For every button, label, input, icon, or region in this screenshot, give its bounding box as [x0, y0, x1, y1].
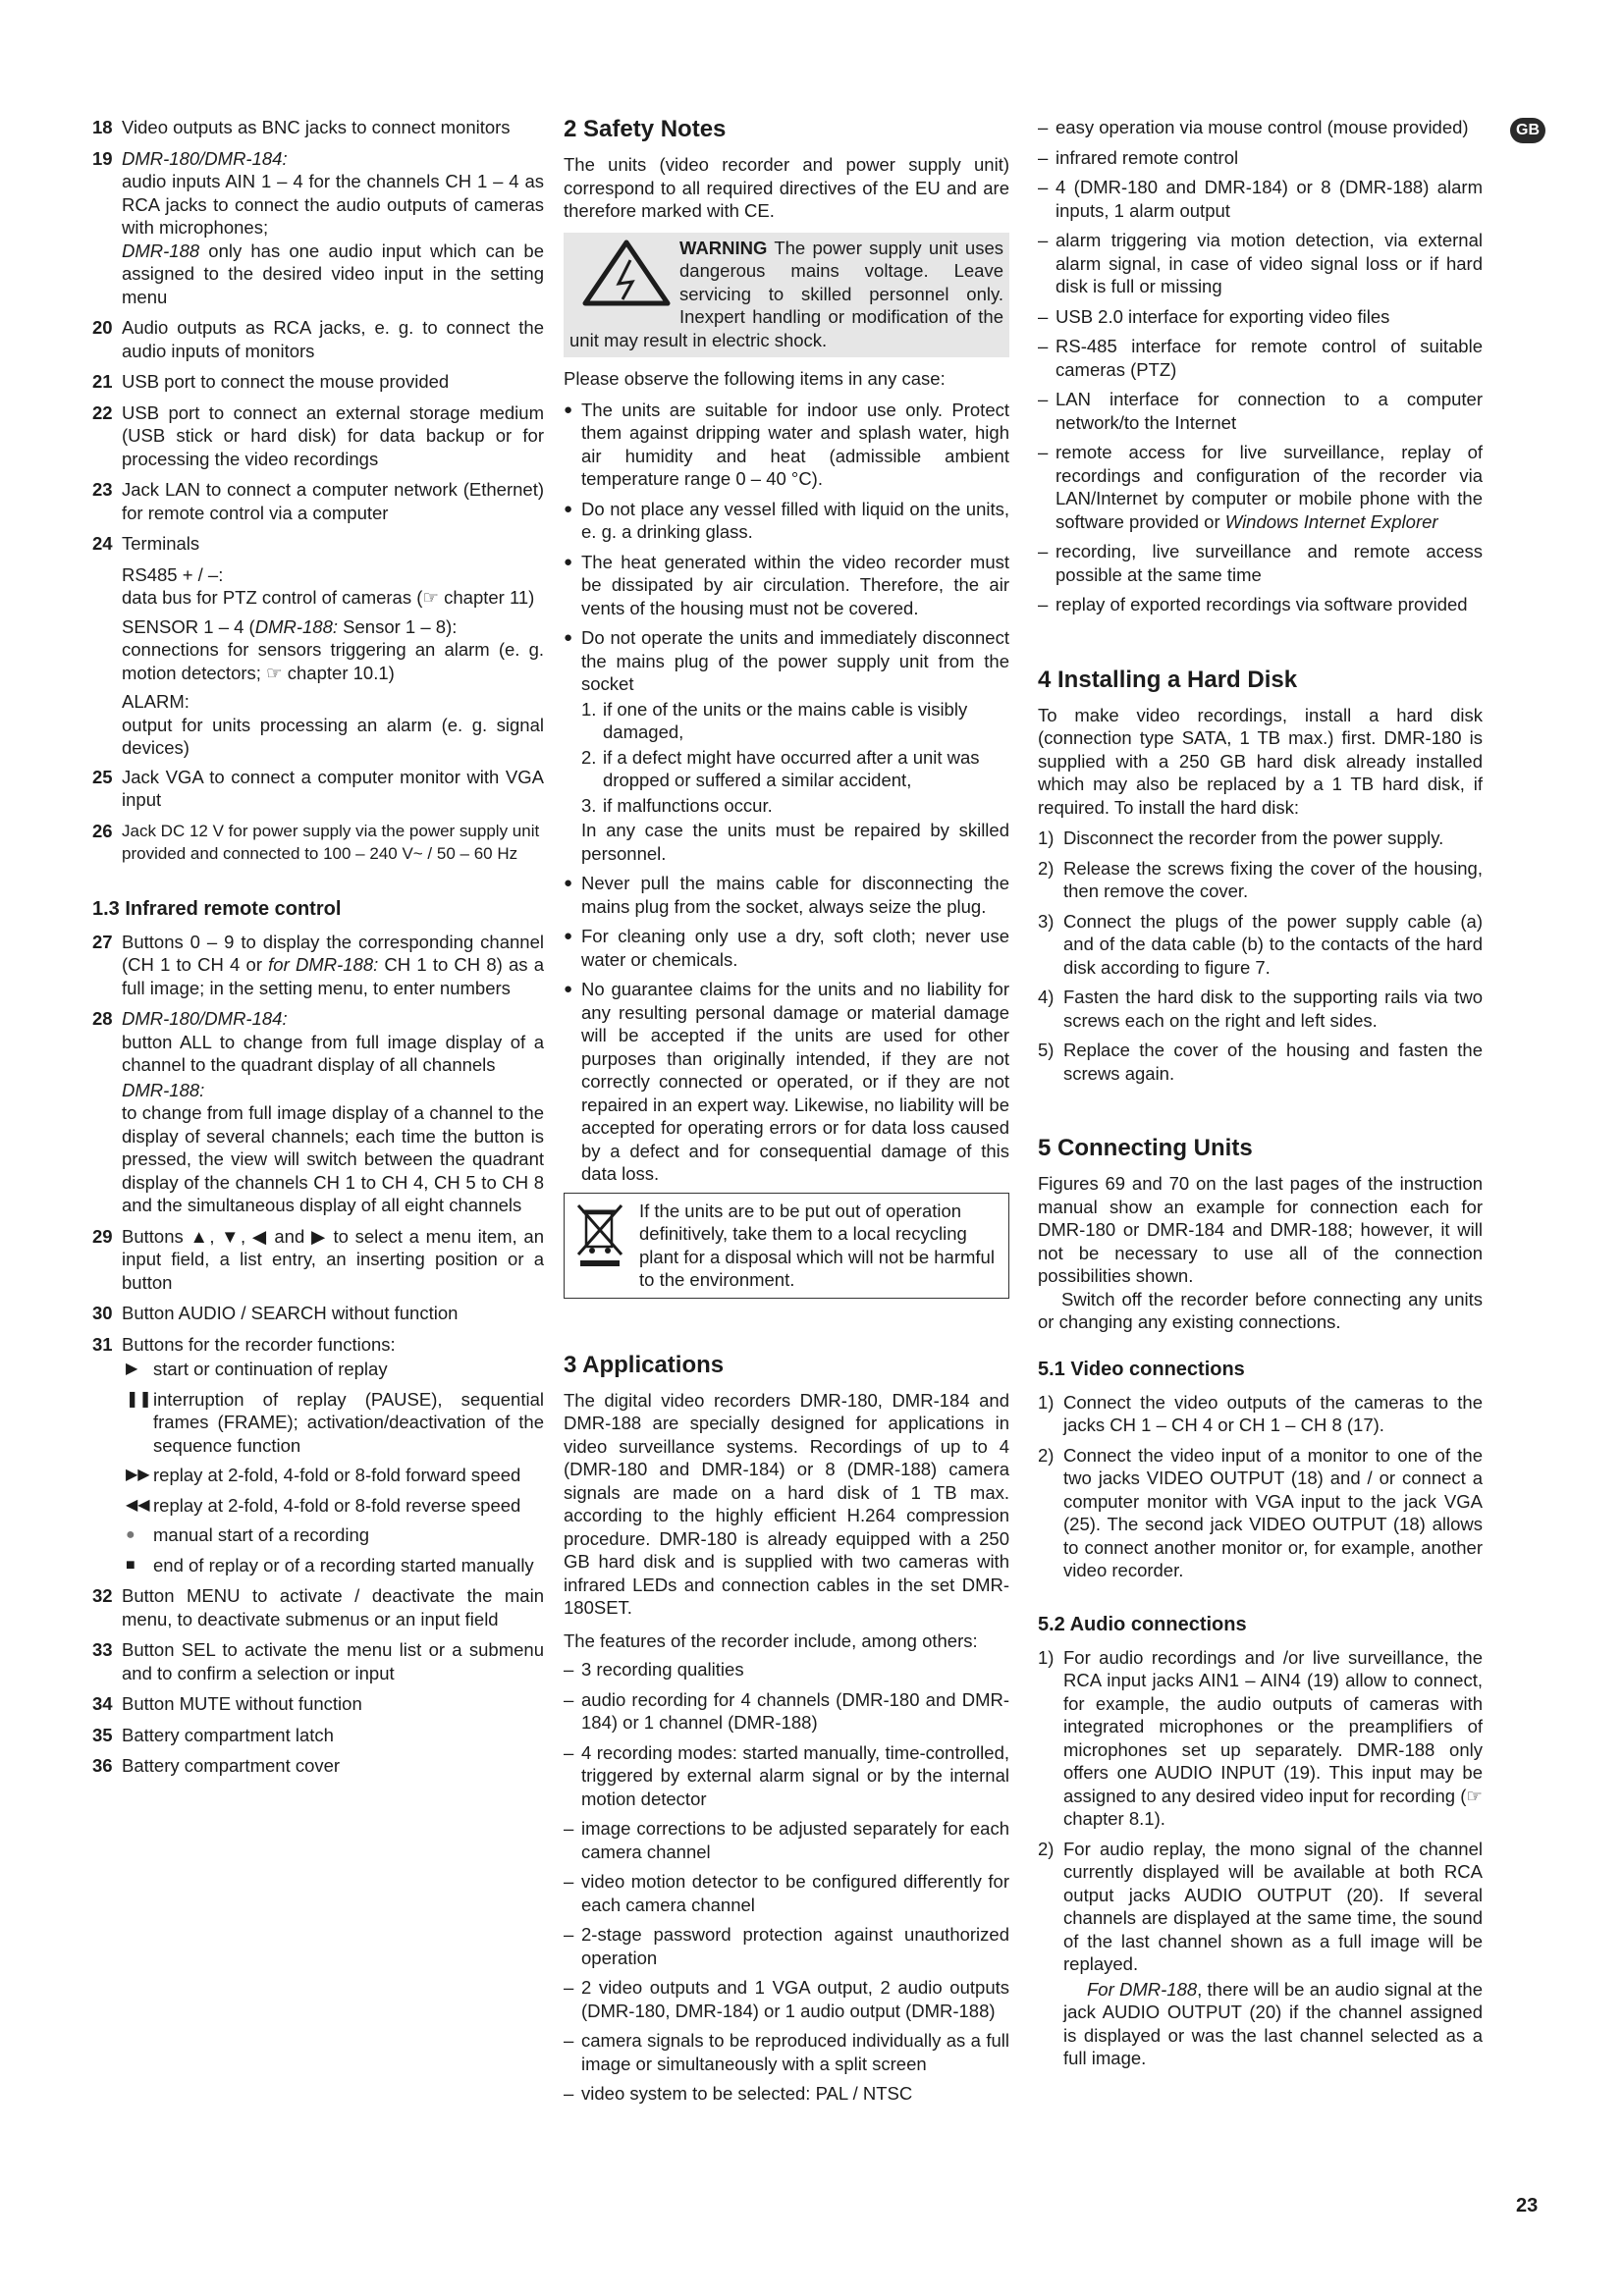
warning-box [564, 233, 1009, 358]
feature-text: video motion detector to be configured differently for each camera channel [581, 1871, 1009, 1915]
feature-item: – replay of exported recordings via software provided [1038, 594, 1468, 614]
sub-list-text: if malfunctions occur. [603, 794, 773, 816]
item-text: Jack DC 12 V for power supply via the power supply unit provided and connected to 100 – 240 V~ / 50 – 60 Hz [122, 821, 540, 863]
sub-list [564, 698, 1009, 866]
feature-text: 3 recording qualities [581, 1659, 744, 1680]
section-heading: 2 Safety Notes [564, 116, 727, 142]
item-text: Button MENU to activate / deactivate the main menu, to deactivate submenus or an input field [122, 1585, 544, 1629]
sub-list-number: 1. [581, 698, 597, 720]
feature-text: recording, live surveillance and remote access possible at the same time [1056, 541, 1483, 585]
item-text: audio inputs AIN 1 – 4 for the channels CH 1 – 4 as RCA jacks to connect the audio outputs of cameras with microphones; [122, 171, 544, 238]
item-text: Jack LAN to connect a computer network (Ethernet) for remote control via a computer [122, 479, 544, 523]
step-number: 2) [1038, 1444, 1055, 1466]
column-3 [1038, 116, 1483, 2070]
terminal-head-tail: Sensor 1 – 8): [338, 615, 458, 637]
bullet-item: ● Do not place any vessel filled with liquid on the units, e. g. a drinking glass. [564, 498, 1009, 544]
warning-text: The power supply unit uses dangerous mains voltage. Leave servicing to skilled personnel only. Inexpert handling or modification of the unit may result in electric shock. [569, 237, 1003, 350]
feature-text: 4 recording modes: started manually, time-controlled, triggered by external alarm signal or by the internal motion detector [581, 1741, 1009, 1809]
item-subhead: DMR-180/DMR-184: [122, 147, 288, 169]
feature-text: LAN interface for connection to a computer network/to the Internet [1056, 389, 1483, 433]
item-text: Buttons ▲, ▼, ◀ and ▶ to select a menu item, an input field, a list entry, an inserting position or a button [122, 1225, 544, 1293]
section-heading: 5 Connecting Units [1038, 1135, 1253, 1161]
item-italic: for DMR-188: [268, 954, 379, 975]
feature-text: camera signals to be reproduced individually as a full image or simultaneously with a split screen [581, 2030, 1009, 2074]
language-badge: GB [1510, 118, 1545, 143]
feature-item: – image corrections to be adjusted separately for each camera channel [564, 1818, 1009, 1862]
paragraph: The digital video recorders DMR-180, DMR-184 and DMR-188 are specially designed for applications in video surveillance systems. Recordings of up to 4 (DMR-180 and DMR-184) or 8 (DMR-188) camera signals are made on a hard disk of 1 TB max. according to the highly efficient H.264 compression procedure. DMR-180 is already equipped with a 250 GB hard disk and is supplied with two cameras with infrared LEDs and connection cables in the set DMR-180SET. [564, 1389, 1009, 1618]
step-text: Connect the video outputs of the cameras to the jacks CH 1 – CH 4 or CH 1 – CH 8 (17). [1063, 1391, 1483, 1435]
terminal-head-italic: DMR-188: [254, 615, 339, 637]
list-item [92, 820, 544, 866]
list-item [92, 116, 544, 139]
section-heading: 5.2 Audio connections [1038, 1613, 1247, 1635]
bullet-item: ● The units are suitable for indoor use only. Protect them against dripping water and splash water, high air humidity and heat (admissible ambient temperature range 0 – 40 °C). [564, 399, 1009, 491]
item-number: 33 [92, 1639, 113, 1660]
item-number: 28 [92, 1008, 113, 1029]
feature-item: – easy operation via mouse control (mouse provided) [1038, 117, 1469, 137]
item-subhead: DMR-188: [122, 1079, 205, 1100]
rewind-icon: ◀◀ [126, 1496, 150, 1514]
bullet-item: ● Never pull the mains cable for disconnecting the mains plug from the socket, always seize the plug. [564, 872, 1009, 918]
column-1 [92, 116, 544, 1786]
function-row [122, 1464, 544, 1487]
terminal-entry [122, 563, 544, 610]
item-text: only has one audio input which can be assigned to the desired video input in the setting menu [122, 240, 544, 307]
step-number: 3) [1038, 910, 1055, 932]
paragraph: Please observe the following items in any case: [564, 368, 946, 389]
step-text: Disconnect the recorder from the power supply. [1063, 828, 1444, 848]
function-row [122, 1494, 544, 1518]
step-number: 1) [1038, 1646, 1055, 1668]
item-text: to change from full image display of a channel to the display of several channels; each time the button is pressed, the view will switch between the quadrant display of the channels CH 1 to CH 4, CH 5 to CH 8 and the simultaneous display of all eight channels [122, 1102, 544, 1215]
feature-item: – USB 2.0 interface for exporting video files [1038, 305, 1390, 327]
item-number: 30 [92, 1303, 113, 1323]
item-number: 24 [92, 533, 113, 554]
feature-text: video system to be selected: PAL / NTSC [581, 2083, 913, 2104]
function-row [122, 1388, 544, 1458]
section-heading: 5.1 Video connections [1038, 1358, 1245, 1380]
function-text: end of replay or of a recording started manually [153, 1554, 534, 1575]
item-number: 31 [92, 1333, 113, 1355]
feature-item: – video system to be selected: PAL / NTSC [564, 2083, 913, 2104]
feature-item: – camera signals to be reproduced individually as a full image or simultaneously with a split screen [564, 2030, 1009, 2074]
function-text: interruption of replay (PAUSE), sequential frames (FRAME); activation/deactivation of the sequence function [153, 1388, 544, 1456]
item-number: 32 [92, 1585, 113, 1606]
function-row [122, 1523, 544, 1547]
item-text: Button SEL to activate the menu list or a submenu and to confirm a selection or input [122, 1639, 544, 1683]
item-number: 35 [92, 1724, 113, 1745]
step-text: Replace the cover of the housing and fasten the screws again. [1063, 1040, 1483, 1084]
warning-triangle-icon [581, 239, 672, 307]
feature-text: USB 2.0 interface for exporting video files [1056, 305, 1390, 327]
sub-list-item [581, 794, 1009, 818]
item-number: 25 [92, 766, 113, 787]
feature-text: remote access for live surveillance, replay of recordings and configuration of the recorder via LAN/Internet by computer or mobile phone with the software provided or [1056, 442, 1483, 532]
step-item [1038, 857, 1483, 903]
feature-item: – 2 video outputs and 1 VGA output, 2 audio outputs (DMR-180, DMR-184) or 1 audio output (DMR-188) [564, 1977, 1009, 2021]
list-item [92, 931, 544, 1000]
feature-item: – infrared remote control [1038, 146, 1239, 168]
feature-text: replay of exported recordings via software provided [1056, 594, 1468, 614]
feature-text: audio recording for 4 channels (DMR-180 and DMR-184) or 1 channel (DMR-188) [581, 1688, 1009, 1733]
step-item [1038, 827, 1483, 850]
item-text: Battery compartment cover [122, 1755, 341, 1776]
column-2 [564, 116, 1009, 2112]
list-item [92, 532, 544, 556]
paragraph: The units (video recorder and power supply unit) correspond to all required directives of the EU and are therefore marked with CE. [564, 154, 1009, 221]
list-item [92, 766, 544, 812]
feature-text: infrared remote control [1056, 146, 1239, 168]
step-text: Release the screws fixing the cover of the housing, then remove the cover. [1063, 857, 1483, 901]
list-item [92, 1302, 544, 1325]
crossed-bin-icon [572, 1200, 627, 1270]
item-number: 29 [92, 1225, 113, 1247]
sub-list-text: if a defect might have occurred after a unit was dropped or suffered a similar accident, [603, 746, 980, 790]
feature-text: 2-stage password protection against unauthorized operation [581, 1924, 1009, 1968]
item-number: 21 [92, 371, 113, 392]
item-text: Video outputs as BNC jacks to connect monitors [122, 117, 511, 137]
sub-list-item [581, 746, 1009, 792]
section-heading: 3 Applications [564, 1351, 725, 1378]
feature-item: – 4 recording modes: started manually, time-controlled, triggered by external alarm signal or by the internal motion detector [564, 1741, 1009, 1809]
item-italic: DMR-188 [122, 240, 200, 261]
list-item [92, 1754, 544, 1778]
sub-list-number: 3. [581, 794, 597, 816]
sub-list-number: 2. [581, 746, 597, 768]
stop-icon: ■ [126, 1556, 135, 1574]
paragraph [1038, 1978, 1483, 2070]
bullet-item: ● Do not operate the units and immediately disconnect the mains plug of the power supply unit from the socket [564, 626, 1009, 696]
feature-item: – alarm triggering via motion detection, via external alarm signal, in case of video signal loss or if hard disk is full or missing [1038, 230, 1483, 296]
item-text: CH 1 to CH 8) as a full image; in the setting menu, to enter numbers [122, 954, 544, 998]
sub-list-text: if one of the units or the mains cable is visibly damaged, [603, 698, 968, 742]
disposal-box [564, 1193, 1009, 1299]
item-number: 19 [92, 147, 113, 169]
disposal-text: If the units are to be put out of operation definitively, take them to a local recycling plant for a disposal which will not be harmful to the environment. [639, 1200, 995, 1290]
paragraph: To make video recordings, install a hard disk (connection type SATA, 1 TB max.) first. DMR-180 is supplied with a 250 GB hard disk already installed which may also be replaced by a 1 TB hard disk, if required. To install the hard disk: [1038, 704, 1483, 818]
feature-item: – RS-485 interface for remote control of suitable cameras (PTZ) [1038, 336, 1483, 380]
list-item [92, 1724, 544, 1747]
paragraph: In any case the units must be repaired by skilled personnel. [581, 820, 1009, 864]
terminal-head: RS485 + / –: [122, 563, 224, 585]
list-item [92, 1007, 544, 1217]
terminal-text: output for units processing an alarm (e. g. signal devices) [122, 714, 544, 758]
item-text: Terminals [122, 533, 200, 554]
function-row [122, 1358, 544, 1381]
fast-forward-icon: ▶▶ [126, 1467, 150, 1483]
bullet-item: ● For cleaning only use a dry, soft cloth; never use water or chemicals. [564, 925, 1009, 971]
step-item [1038, 1391, 1483, 1437]
terminal-entry [122, 690, 544, 760]
terminal-entry [122, 615, 544, 685]
section-heading: 4 Installing a Hard Disk [1038, 666, 1298, 693]
item-text: Jack VGA to connect a computer monitor with VGA input [122, 766, 544, 810]
function-text: start or continuation of replay [153, 1359, 388, 1379]
function-row [122, 1554, 544, 1577]
pause-icon: ❚❚ [126, 1390, 152, 1408]
item-number: 22 [92, 401, 113, 423]
list-item [92, 1225, 544, 1295]
paragraph: The features of the recorder include, among others: [564, 1629, 978, 1651]
feature-italic: Windows Internet Explorer [1224, 510, 1438, 532]
list-item [92, 1333, 544, 1577]
item-text: Buttons for the recorder functions: [122, 1333, 396, 1355]
item-subhead: DMR-180/DMR-184: [122, 1008, 288, 1029]
item-number: 36 [92, 1755, 113, 1776]
feature-item: – remote access for live surveillance, replay of recordings and configuration of the recorder via LAN/Internet by computer or mobile phone with the software provided or Windows Internet Explorer [1038, 442, 1483, 532]
step-item [1038, 1444, 1483, 1582]
step-text: For audio recordings and /or live surveillance, the RCA input jacks AIN1 – AIN4 (19) allow to connect, for example, the audio outputs of cameras with integrated microphones or the preamplifiers of microphones set up separately. DMR-188 only offers one AUDIO INPUT (19). This input may be assigned to any desired video input for recording (☞ chapter 8.1). [1063, 1646, 1483, 1829]
feature-text: image corrections to be adjusted separately for each camera channel [581, 1818, 1009, 1862]
feature-item: – video motion detector to be configured differently for each camera channel [564, 1871, 1009, 1915]
item-text: button ALL to change from full image display of a channel to the quadrant display of all channels [122, 1031, 544, 1075]
list-item [92, 370, 544, 394]
step-item [1038, 986, 1483, 1032]
item-number: 18 [92, 117, 113, 137]
step-number: 1) [1038, 1391, 1055, 1413]
item-text: Battery compartment latch [122, 1724, 334, 1745]
item-text: USB port to connect the mouse provided [122, 371, 450, 392]
function-text: replay at 2-fold, 4-fold or 8-fold reverse speed [153, 1494, 521, 1516]
paragraph: Switch off the recorder before connecting any units or changing any existing connections. [1038, 1288, 1483, 1332]
item-text: Buttons 0 – 9 to display the corresponding channel (CH 1 to CH 4 or [122, 931, 544, 975]
item-number: 26 [92, 820, 113, 841]
item-number: 23 [92, 479, 113, 500]
feature-text: easy operation via mouse control (mouse provided) [1056, 117, 1469, 137]
list-item [92, 1692, 544, 1716]
note-text: , there will be an audio signal at the jack AUDIO OUTPUT (20) if the channel assigned is displayed or was the last channel selected as a full image. [1063, 1978, 1483, 2068]
step-item [1038, 1838, 1483, 1976]
feature-item: – 2-stage password protection against unauthorized operation [564, 1924, 1009, 1968]
list-item [92, 1638, 544, 1684]
feature-text: 4 (DMR-180 and DMR-184) or 8 (DMR-188) alarm inputs, 1 alarm output [1056, 177, 1483, 221]
item-text: Audio outputs as RCA jacks, e. g. to connect the audio inputs of monitors [122, 317, 544, 361]
feature-text: alarm triggering via motion detection, via external alarm signal, in case of video signal loss or if hard disk is full or missing [1056, 230, 1483, 296]
function-text: manual start of a recording [153, 1524, 370, 1545]
note-italic: For DMR-188 [1087, 1978, 1198, 2000]
function-text: replay at 2-fold, 4-fold or 8-fold forward speed [153, 1465, 521, 1485]
item-number: 20 [92, 317, 113, 338]
terminal-head: ALARM: [122, 691, 189, 712]
feature-text: RS-485 interface for remote control of suitable cameras (PTZ) [1056, 336, 1483, 380]
step-text: Fasten the hard disk to the supporting rails via two screws each on the right and left sides. [1063, 987, 1483, 1031]
list-item [92, 478, 544, 524]
terminal-text: connections for sensors triggering an alarm (e. g. motion detectors; ☞ chapter 10.1) [122, 639, 544, 683]
step-item [1038, 1646, 1483, 1831]
item-text: Button AUDIO / SEARCH without function [122, 1303, 459, 1323]
item-text: Button MUTE without function [122, 1693, 362, 1714]
sub-list-item [581, 698, 1009, 744]
feature-item: – recording, live surveillance and remote access possible at the same time [1038, 541, 1483, 585]
feature-item: – LAN interface for connection to a computer network/to the Internet [1038, 389, 1483, 433]
item-text: USB port to connect an external storage medium (USB stick or hard disk) for data backup or for processing the video recordings [122, 401, 544, 469]
terminal-head: SENSOR 1 – 4 ( [122, 615, 255, 637]
page-number: 23 [1516, 2195, 1539, 2216]
list-item [92, 316, 544, 362]
bullet-item: ● The heat generated within the video recorder must be dissipated by air circulation. Therefore, the air vents of the housing must not be covered. [564, 551, 1009, 620]
list-item [92, 401, 544, 471]
paragraph: Figures 69 and 70 on the last pages of the instruction manual show an example for connection each for DMR-180 or DMR-184 and DMR-188; however, it will not be necessary to use all of the connection possibilities shown. [1038, 1173, 1483, 1286]
record-icon: ● [126, 1526, 135, 1543]
step-item [1038, 1039, 1483, 1085]
step-text: Connect the plugs of the power supply cable (a) and of the data cable (b) to the contacts of the hard disk according to figure 7. [1063, 910, 1483, 978]
step-number: 5) [1038, 1040, 1055, 1060]
feature-item: – audio recording for 4 channels (DMR-180 and DMR-184) or 1 channel (DMR-188) [564, 1688, 1009, 1733]
terminal-text: data bus for PTZ control of cameras (☞ chapter 11) [122, 587, 535, 608]
feature-item: – 4 (DMR-180 and DMR-184) or 8 (DMR-188) alarm inputs, 1 alarm output [1038, 177, 1483, 221]
feature-text: 2 video outputs and 1 VGA output, 2 audio outputs (DMR-180, DMR-184) or 1 audio output (DMR-188) [581, 1977, 1009, 2021]
section-heading: 1.3 Infrared remote control [92, 897, 342, 920]
step-number: 4) [1038, 987, 1055, 1007]
step-number: 2) [1038, 1838, 1055, 1859]
step-item [1038, 910, 1483, 980]
step-text: For audio replay, the mono signal of the channel currently displayed will be available at both RCA output jacks AUDIO OUTPUT (20). If several channels are displayed at the same time, the sound of the last channel shown as a full image will be replayed. [1063, 1838, 1483, 1974]
list-item [92, 147, 544, 309]
warning-label: WARNING [679, 237, 768, 258]
item-number: 34 [92, 1693, 113, 1714]
list-item [92, 1584, 544, 1630]
step-number: 2) [1038, 857, 1055, 879]
bullet-item: ● No guarantee claims for the units and no liability for any resulting personal damage or material damage will be accepted if the units are used for other purposes than originally intended, if they are not correctly connected or operated, or if they are not repaired in an expert way. Likewise, no liability will be accepted for operating errors or for data loss caused by a defect and for consequential damage of this data loss. [564, 978, 1009, 1186]
step-number: 1) [1038, 828, 1055, 848]
step-text: Connect the video input of a monitor to one of the two jacks VIDEO OUTPUT (18) and / or connect a computer monitor with VGA input to the jack VGA (25). The second jack VIDEO OUTPUT (18) allows to connect another monitor or, for example, another video recorder. [1063, 1444, 1483, 1580]
play-icon: ▶ [126, 1361, 138, 1377]
item-number: 27 [92, 931, 113, 952]
feature-item: – 3 recording qualities [564, 1659, 744, 1680]
